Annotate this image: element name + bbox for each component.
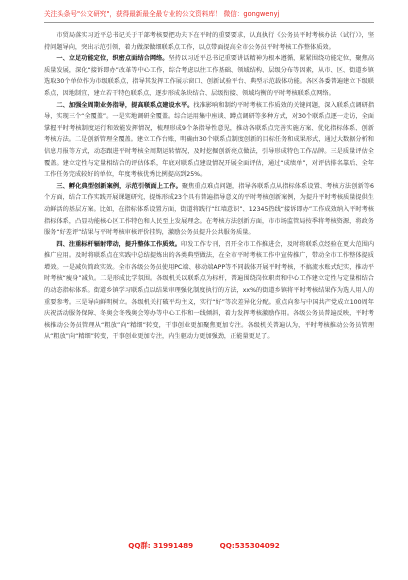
- qq-contact-label: QQ:535304092: [219, 541, 280, 550]
- section-1-heading: 一、立足功能定位，织密点面结合网络。: [56, 55, 169, 63]
- document-body: [44, 30, 374, 343]
- paragraph-intro: [44, 30, 374, 53]
- section-2-heading: 二、加强全周期业务指导，提高联系点建设水平。: [56, 101, 194, 109]
- section-4-heading: 四、注重标杆辐射带动，提升整体工作质效。: [56, 240, 181, 248]
- qq-group-label: QQ群: 31991489: [128, 541, 194, 550]
- paragraph-section-4: [44, 239, 374, 343]
- paragraph-section-1: [44, 53, 374, 99]
- section-3-heading: 三、孵化典型创新案例，示范引领面上工作。: [56, 182, 182, 190]
- section-2-text: 找准影响和制约平时考核工作质效的关键问题，深入联系点调研指导，实现三个“全覆盖”。一是实地调研全覆盖。综合运用集中座谈、蹲点调研等多种方式，对30个联系点逐一走访，全面掌握平时考核制度运行和效能发挥情况，梳理形成9个条指导性意见，推动各联系点完善实施方案、优化指标体系、创新考核方法。二是创新管理全覆盖。建立工作台账，明确由30个联系点制度创新的目标任务和成果形式，通过大数据分析和信息月报等方式，动态跟进平时考核全周期运转情况，及时挖掘创新亮点做法，引导形成特色工作品牌。三是质量评估全覆盖。建立定性与定量相结合的评估体系，年底对联系点建设情况开展全面评估，通过“成绩单”，对评估排名靠后、全年工作任务完成较好的单位，年度考核优秀比例提高到25%。: [44, 101, 375, 179]
- paragraph-section-2: [44, 100, 374, 181]
- paragraph-intro-text: 市贸局落实习近平总书记关于干部考核要把功夫下在平时的重要要求，认真执行《公务员平时考核办法（试行）》，坚持问题导向，突出示范引领，着力做深做细联系点工作，以点带面提高全市公务员平时考核工作整体质效。: [44, 32, 374, 51]
- paragraph-section-3: [44, 181, 374, 239]
- header-divider: [44, 22, 374, 23]
- section-4-text: 印发工作专刊，召开全市工作推进会，及时将联系点经验在更大范围内推广应用。及时将联系点在实践中总结提炼出的各类典型做法，在全市平时考核工作中宣传推广，带动全市工作整体提质增效。一是减负简政实效。全市各级公务员使用PC端、移动端APP等不同载体开展平时考核，不搞流水账式纪实，推动平时考核“瘦身”减负。二是形成比学氛围。各级机关以联系点为标杆，普遍围绕岗位职责和中心工作建立定性与定量相结合的动态指标体系。街道乡镇学习联系点以结果审理强化制度执行的方法，xx%的街道乡镇将平时考核结果作为选人用人的重要参考。三是导向鲜明树立。各级机关打破平均主义，实行“好”等次差异化分配。重点向参与中国共产党成立100周年庆祝活动服务保障、冬奥会冬残奥会筹办等中心工作和一线倾斜，着力发挥考核激励作用。各级公务员普遍反映，平时考核推动公务员管理从“粗放”向“精细”转变，干事创业更加聚焦更加专注。各级机关普遍认为，平时考核推动公务员管理从“粗放”向“精细”转变，干事创业更加专注，内生驱动力更加强劲，正能量更足了。: [44, 240, 375, 341]
- section-1-text: 坚持以习近平总书记重要讲话精神为根本遵循，紧紧围绕功能定位，聚焦高质量发展，深化“接诉即办”改革等中心工作，综合考虑以往工作基础、领域结构、层级分布等因素，从市、区、街道乡镇选取30个单位作为市级联系点，指导其发挥工作展示窗口、创新试验平台、典型示范载体功能。各区各委普遍建立下级联系点，因地制宜，建立若干特色联系点，逐步形成条块结合、层级衔接、领域均衡的平时考核联系点网络。: [44, 55, 375, 97]
- promo-header: 关注头条号"公文研究"，获得最新最全最专业的公文资料库！ 微信：gongwenyj: [44, 10, 280, 18]
- contact-footer: [0, 539, 408, 553]
- section-3-text: 聚焦重点难点问题，指导各联系点从指标体系设置、考核方法创新等6个方面，结合工作实践开展课题研究，提炼形成23个具有普遍指导意义的平时考核创新案例，为提升平时考核质量提供生动鲜活的基层方案。比如，在指标体系设置方面，街道将践行“红墙意识”、12345热线“接诉即办”工作成效纳入平时考核指标体系，凸显功能核心区工作特色和人民至上发展理念。在考核方法创新方面，市市场监管局按季将考核资源，将政务服务“好差评”结果与平时考核审核评价挂钩，激励公务员提升公共服务质量。: [44, 182, 374, 237]
